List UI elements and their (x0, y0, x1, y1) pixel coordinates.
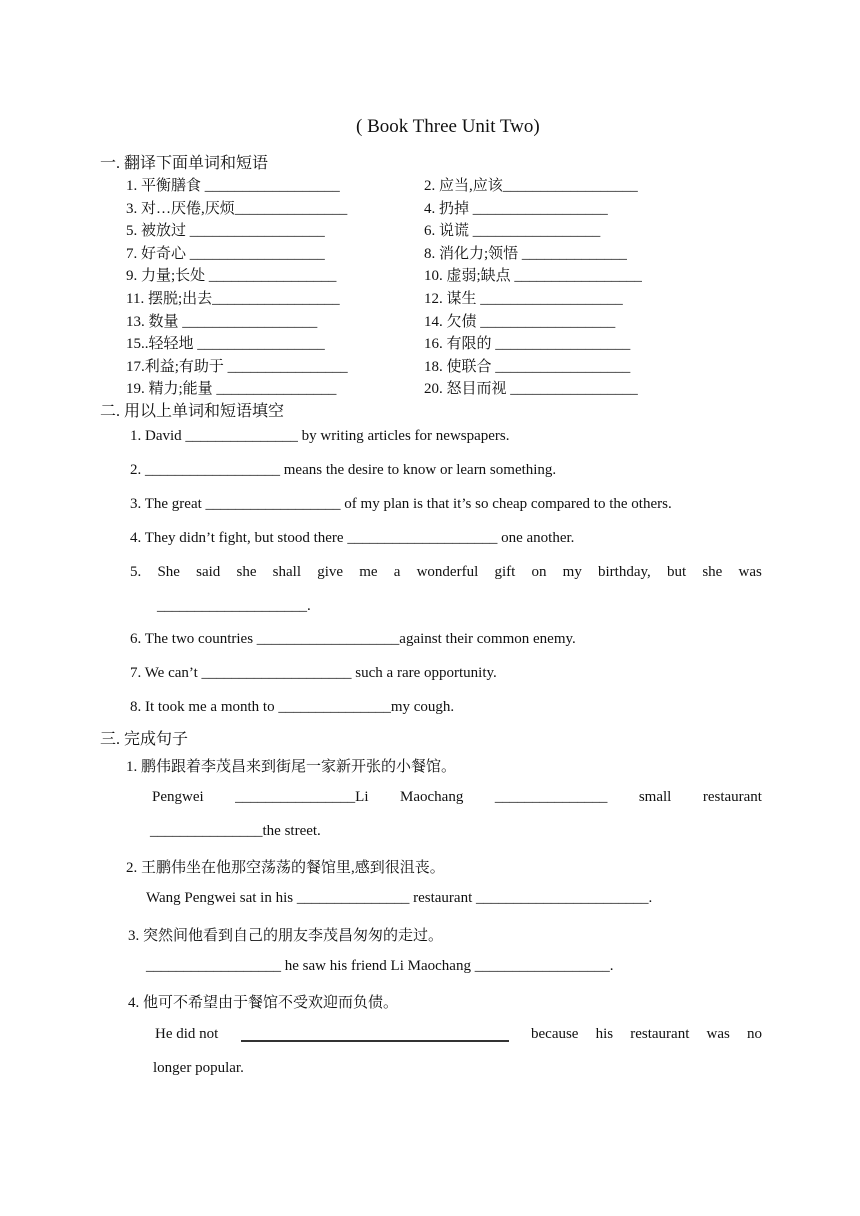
vocab-item-4: 4. 扔掉 __________________ (424, 200, 608, 217)
vocab-item-9: 9. 力量;长处 _________________ (126, 268, 337, 285)
s1-word: _______________ (494, 789, 608, 805)
q5-word: a (393, 564, 401, 580)
vocab-item-8: 8. 消化力;领悟 ______________ (424, 245, 627, 262)
section-2-heading: 二. 用以上单词和短语填空 (100, 403, 285, 420)
q5-word: shall (272, 564, 302, 580)
s1-word: restaurant (702, 789, 762, 805)
vocab-item-1: 1. 平衡膳食 __________________ (126, 178, 340, 194)
sentence-3-english: __________________ he saw his friend Li Maochang __________________. (146, 958, 614, 974)
vocab-item-19: 19. 精力;能量 ________________ (126, 381, 337, 398)
fill-question-6: 6. The two countries ___________________against their common enemy. (130, 631, 576, 647)
s4-word: his (595, 1026, 614, 1042)
sentence-2-chinese: 2. 王鹏伟坐在他那空荡荡的餐馆里,感到很沮丧。 (126, 860, 445, 876)
vocab-item-12: 12. 谋生 ___________________ (424, 291, 623, 307)
fill-question-7: 7. We can’t ____________________ such a rare opportunity. (130, 665, 497, 681)
fill-question-3: 3. The great __________________ of my plan is that it’s so cheap compared to the others. (130, 496, 672, 512)
sentence-4-chinese: 4. 他可不希望由于餐馆不受欢迎而负债。 (128, 995, 399, 1011)
vocab-item-17: 17.利益;有助于 ________________ (126, 358, 348, 375)
vocab-item-18: 18. 使联合 __________________ (424, 358, 631, 375)
vocab-item-13: 13. 数量 __________________ (126, 313, 318, 330)
fill-question-2: 2. __________________ means the desire to know or learn something. (130, 462, 557, 478)
q5-word: on (531, 564, 547, 580)
sentence-4-english-end (531, 1026, 762, 1043)
fill-question-5 (130, 564, 762, 581)
s4-word: no (746, 1026, 762, 1042)
sentence-3-chinese: 3. 突然间他看到自己的朋友李茂昌匆匆的走过。 (128, 928, 444, 944)
s1-word: Maochang (400, 789, 464, 805)
s4-word: because (531, 1026, 579, 1042)
vocab-item-10: 10. 虚弱;缺点 _________________ (424, 268, 642, 285)
q5-word: she (236, 564, 257, 580)
q5-word: me (359, 564, 378, 580)
q5-word: wonderful (416, 564, 479, 580)
vocab-item-2: 2. 应当,应该__________________ (424, 178, 638, 194)
sentence-1-chinese: 1. 鹏伟跟着李茂昌来到街尾一家新开张的小餐馆。 (126, 759, 457, 775)
vocab-item-5: 5. 被放过 __________________ (126, 223, 325, 240)
s4-word: was (706, 1026, 730, 1042)
fill-question-4: 4. They didn’t fight, but stood there ____________________ one another. (130, 530, 575, 546)
fill-question-1: 1. David _______________ by writing articles for newspapers. (130, 428, 510, 444)
section-3-heading: 三. 完成句子 (100, 731, 189, 748)
fill-question-5-blank: ____________________. (157, 598, 311, 614)
q5-word: was (738, 564, 762, 580)
q5-word: She (157, 564, 180, 580)
vocab-item-11: 11. 摆脱;出去_________________ (126, 291, 340, 307)
q5-word: but (666, 564, 687, 580)
sentence-1-english (152, 789, 762, 806)
s1-word: ________________Li (235, 789, 369, 805)
section-1-heading: 一. 翻译下面单词和短语 (100, 155, 269, 172)
s4-word: restaurant (630, 1026, 690, 1042)
vocab-item-3: 3. 对…厌倦,厌烦_______________ (126, 200, 348, 217)
sentence-4-english-start: He did not (155, 1026, 219, 1042)
vocab-item-20: 20. 怒目而视 _________________ (424, 381, 638, 398)
sentence-2-english: Wang Pengwei sat in his _______________ restaurant _______________________. (146, 890, 653, 906)
vocab-item-14: 14. 欠债 __________________ (424, 313, 616, 330)
q5-word: give (317, 564, 344, 580)
sentence-4-answer-line (241, 1024, 509, 1047)
vocab-item-16: 16. 有限的 __________________ (424, 336, 631, 353)
q5-word: said (196, 564, 221, 580)
page-title: ( Book Three Unit Two) (356, 116, 540, 137)
vocab-item-7: 7. 好奇心 __________________ (126, 245, 325, 262)
sentence-1-english-line2: _______________the street. (150, 823, 321, 839)
q5-word: birthday, (598, 564, 651, 580)
q5-word: gift (494, 564, 516, 580)
fill-question-8: 8. It took me a month to _______________my cough. (130, 699, 455, 715)
s1-word: small (638, 789, 672, 805)
s1-word: Pengwei (152, 789, 204, 805)
sentence-4-english-line2: longer popular. (153, 1060, 244, 1076)
vocab-item-15: 15..轻轻地 _________________ (126, 336, 325, 353)
q5-word: my (562, 564, 582, 580)
q5-word: she (702, 564, 723, 580)
vocab-item-6: 6. 说谎 _________________ (424, 223, 601, 240)
q5-word: 5. (130, 564, 142, 580)
